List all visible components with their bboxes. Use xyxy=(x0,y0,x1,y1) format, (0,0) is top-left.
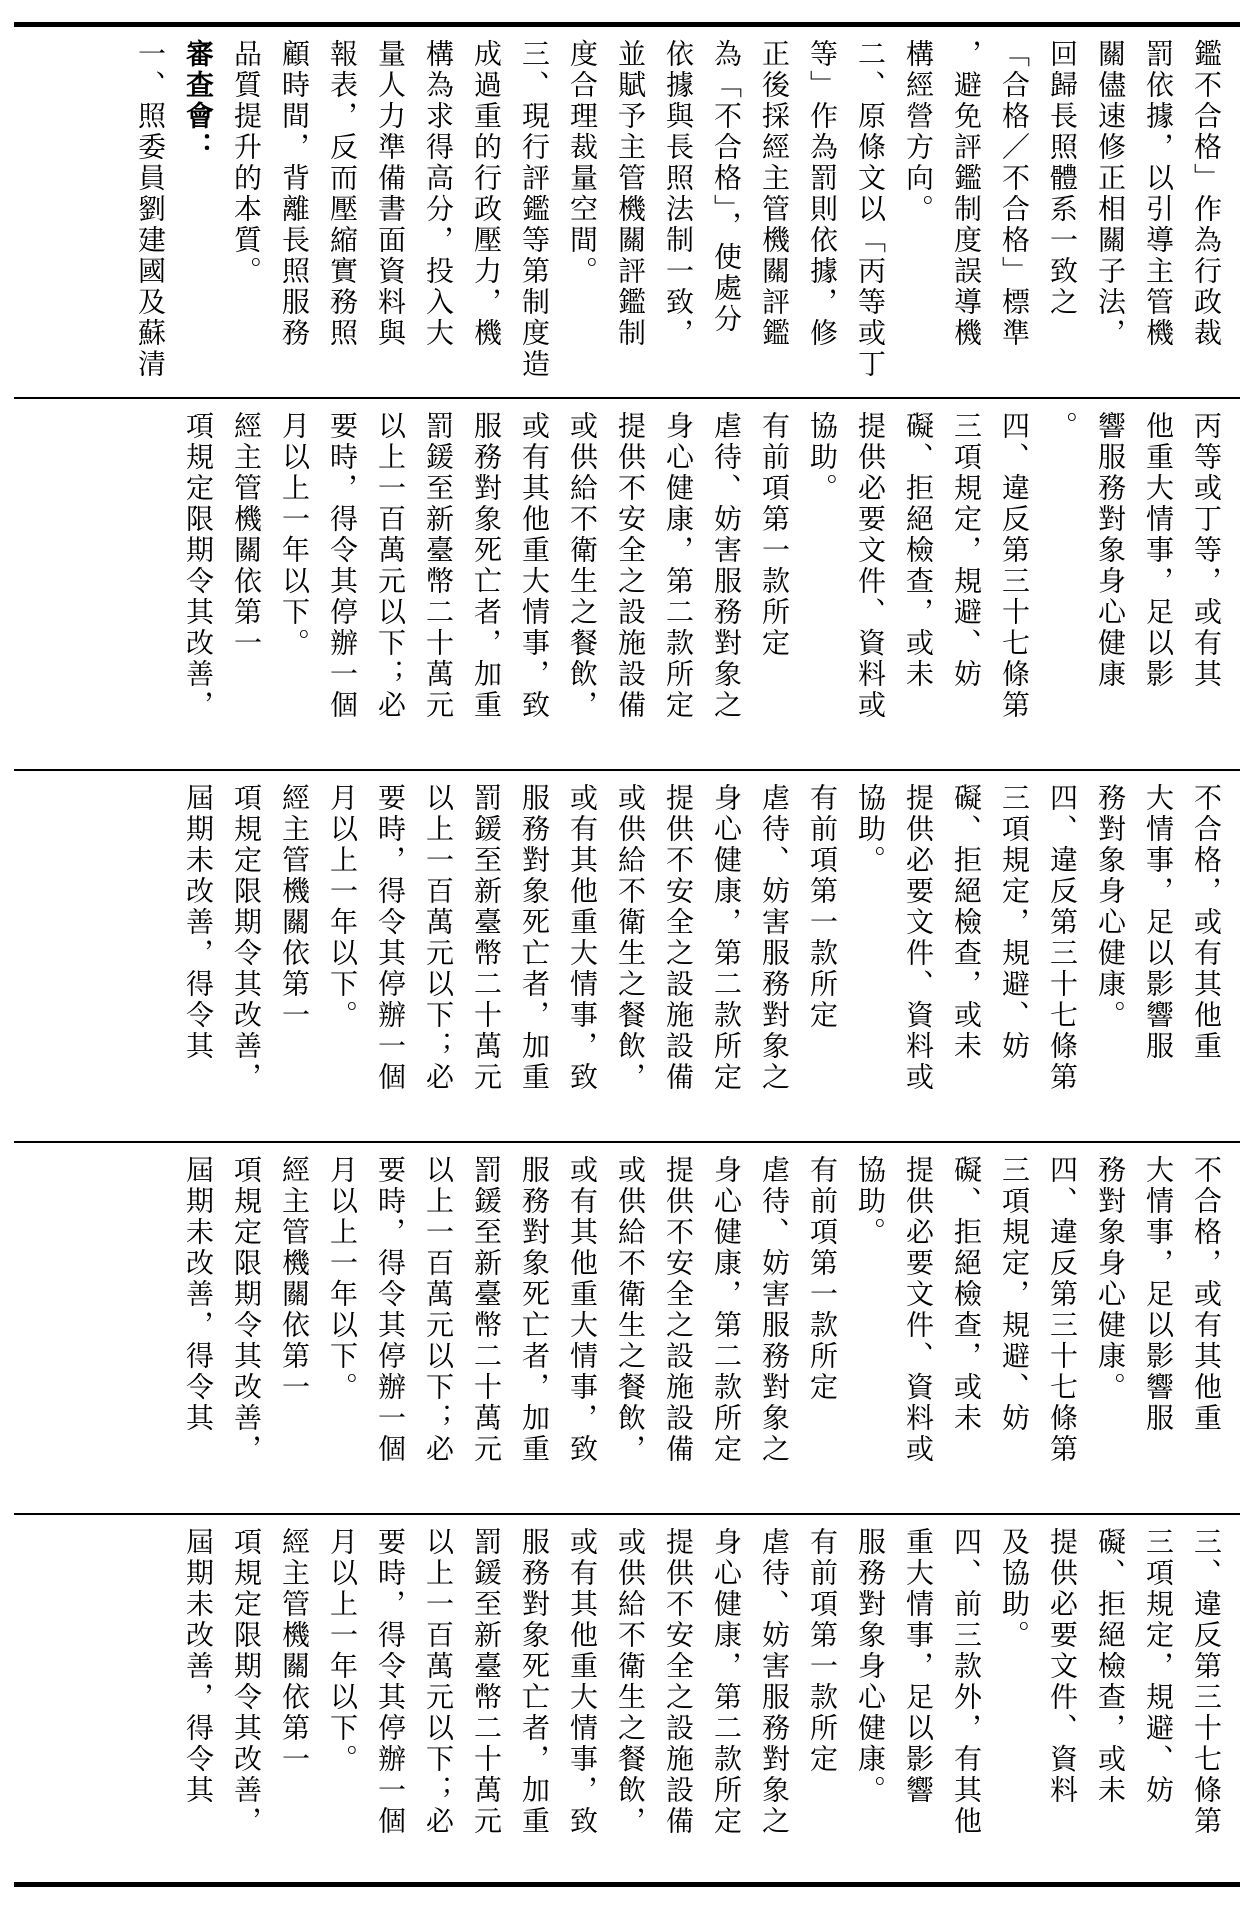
text-line: 屆期未改善，得令其 xyxy=(182,783,215,1062)
text-line: 月以上一年以下。 xyxy=(278,411,311,659)
text-line: 項規定限期令其改善， xyxy=(230,1527,263,1837)
text-line: 服務對象死亡者，加重 xyxy=(518,783,551,1093)
text-line: 三項規定，規避、妨 xyxy=(998,783,1031,1062)
text-line: 提供必要文件、資料或 xyxy=(902,783,935,1093)
column-block-5 xyxy=(14,1515,1240,1881)
text-line: 有前項第一款所定 xyxy=(806,783,839,1031)
text-line: 要時，得令其停辦一個 xyxy=(374,1527,407,1837)
text-line: 服務對象死亡者，加重 xyxy=(518,1155,551,1465)
text-line: 四、違反第三十七條第 xyxy=(1046,783,1079,1093)
text-line: 身心健康，第二款所定 xyxy=(662,411,695,721)
text-line: 項規定限期令其改善， xyxy=(230,783,263,1093)
text-line: 協助。 xyxy=(854,783,887,876)
text-line: 鑑不合格」作為行政裁 xyxy=(1190,39,1223,349)
text-line: 三項規定，規避、妨 xyxy=(998,1155,1031,1434)
text-line: 。 xyxy=(1046,411,1079,442)
text-line: 不合格，或有其他重 xyxy=(1190,1155,1223,1434)
text-line: 協助。 xyxy=(854,1155,887,1248)
text-line: 身心健康，第二款所定 xyxy=(710,1527,743,1837)
text-line: 服務對象死亡者，加重 xyxy=(518,1527,551,1837)
text-line: 罰鍰至新臺幣二十萬元 xyxy=(470,1155,503,1465)
text-line: 虐待、妨害服務對象之 xyxy=(758,783,791,1093)
text-line: 顧時間，背離長照服務 xyxy=(278,39,311,349)
text-line: 提供不安全之設施設備 xyxy=(662,1155,695,1465)
text-line: 經主管機關依第一 xyxy=(278,783,311,1031)
text-line: 關儘速修正相關子法， xyxy=(1094,39,1127,349)
text-line: 要時，得令其停辦一個 xyxy=(374,1155,407,1465)
text-line: 罰鍰至新臺幣二十萬元 xyxy=(470,1527,503,1837)
text-line: 或有其他重大情事，致 xyxy=(566,1527,599,1837)
text-line: 要時，得令其停辦一個 xyxy=(326,411,359,721)
text-line: 二、原條文以「丙等或丁 xyxy=(854,39,887,380)
text-line: 提供必要文件、資料或 xyxy=(854,411,887,721)
column-text-5 xyxy=(174,1515,1230,1881)
text-line: 三項規定，規避、妨 xyxy=(1142,1527,1175,1806)
text-line: 罰鍰至新臺幣二十萬元 xyxy=(422,411,455,721)
text-line: 以上一百萬元以下；必 xyxy=(422,783,455,1093)
text-line: 有前項第一款所定 xyxy=(806,1155,839,1403)
text-line: 經主管機關依第一 xyxy=(278,1527,311,1775)
text-line: 他重大情事，足以影 xyxy=(1142,411,1175,690)
text-line: 及協助。 xyxy=(998,1527,1031,1651)
text-line: 虐待、妨害服務對象之 xyxy=(758,1155,791,1465)
text-line: 或供給不衛生之餐飲， xyxy=(614,783,647,1093)
text-line: 以上一百萬元以下；必 xyxy=(374,411,407,721)
text-line: 等」作為罰則依據，修 xyxy=(806,39,839,349)
text-line: 三項規定，規避、妨 xyxy=(950,411,983,690)
text-line: 正後採經主管機關評鑑 xyxy=(758,39,791,349)
text-line: 服務對象身心健康。 xyxy=(854,1527,887,1806)
text-line: 或供給不衛生之餐飲， xyxy=(614,1155,647,1465)
text-line: 報表，反而壓縮實務照 xyxy=(326,39,359,349)
text-line: 虐待、妨害服務對象之 xyxy=(758,1527,791,1837)
text-line: 月以上一年以下。 xyxy=(326,1155,359,1403)
text-line: 以上一百萬元以下；必 xyxy=(422,1155,455,1465)
text-line: 量人力準備書面資料與 xyxy=(374,39,407,349)
bottom-rule xyxy=(14,1882,1240,1887)
text-line: 以上一百萬元以下；必 xyxy=(422,1527,455,1837)
text-line: 或有其他重大情事，致 xyxy=(518,411,551,721)
text-line: 審查會： xyxy=(182,39,215,163)
text-line: 或供給不衛生之餐飲， xyxy=(614,1527,647,1837)
column-block-1 xyxy=(14,27,1240,397)
text-line: 提供必要文件、資料或 xyxy=(902,1155,935,1465)
column-block-3 xyxy=(14,771,1240,1141)
text-line: 經主管機關依第一 xyxy=(230,411,263,659)
text-line: 品質提升的本質。 xyxy=(230,39,263,287)
text-line: 有前項第一款所定 xyxy=(806,1527,839,1775)
text-line: 「合格／不合格」標準 xyxy=(998,39,1031,349)
text-line: 提供不安全之設施設備 xyxy=(614,411,647,721)
text-line: ，避免評鑑制度誤導機 xyxy=(950,39,983,349)
text-line: 三、現行評鑑等第制度造 xyxy=(518,39,551,380)
text-line: 為「不合格」，使處分 xyxy=(710,39,743,335)
text-line: 月以上一年以下。 xyxy=(326,783,359,1031)
text-line: 礙、拒絕檢查，或未 xyxy=(1094,1527,1127,1806)
text-line: 礙、拒絕檢查，或未 xyxy=(902,411,935,690)
text-line: 提供不安全之設施設備 xyxy=(662,1527,695,1837)
text-line: 屆期未改善，得令其 xyxy=(182,1527,215,1806)
text-line: 響服務對象身心健康 xyxy=(1094,411,1127,690)
text-line: 不合格，或有其他重 xyxy=(1190,783,1223,1062)
text-line: 重大情事，足以影響 xyxy=(902,1527,935,1806)
text-line: 有前項第一款所定 xyxy=(758,411,791,659)
text-line: 提供必要文件、資料 xyxy=(1046,1527,1079,1806)
text-line: 四、違反第三十七條第 xyxy=(998,411,1031,721)
text-line: 成過重的行政壓力，機 xyxy=(470,39,503,349)
text-line: 三、違反第三十七條第 xyxy=(1190,1527,1223,1837)
text-line: 項規定限期令其改善， xyxy=(182,411,215,721)
column-text-4 xyxy=(174,1143,1230,1513)
text-line: 提供不安全之設施設備 xyxy=(662,783,695,1093)
text-line: 礙、拒絕檢查，或未 xyxy=(950,1155,983,1434)
text-line: 大情事，足以影響服 xyxy=(1142,783,1175,1062)
text-line: 並賦予主管機關評鑑制 xyxy=(614,39,647,349)
column-text-1 xyxy=(126,27,1230,397)
text-line: 協助。 xyxy=(806,411,839,504)
text-line: 屆期未改善，得令其 xyxy=(182,1155,215,1434)
column-block-2 xyxy=(14,399,1240,769)
column-text-3 xyxy=(174,771,1230,1141)
text-line: 度合理裁量空間。 xyxy=(566,39,599,287)
text-line: 月以上一年以下。 xyxy=(326,1527,359,1775)
text-line: 身心健康，第二款所定 xyxy=(710,783,743,1093)
text-line: 依據與長照法制一致， xyxy=(662,39,695,349)
text-line: 罰鍰至新臺幣二十萬元 xyxy=(470,783,503,1093)
column-text-2 xyxy=(174,399,1230,769)
column-block-4 xyxy=(14,1143,1240,1513)
text-line: 回歸長照體系一致之 xyxy=(1046,39,1079,318)
text-line: 務對象身心健康。 xyxy=(1094,1155,1127,1403)
text-line: 身心健康，第二款所定 xyxy=(710,1155,743,1465)
text-line: 大情事，足以影響服 xyxy=(1142,1155,1175,1434)
text-line: 四、違反第三十七條第 xyxy=(1046,1155,1079,1465)
text-line: 構經營方向。 xyxy=(902,39,935,225)
text-line: 丙等或丁等，或有其 xyxy=(1190,411,1223,690)
text-line: 經主管機關依第一 xyxy=(278,1155,311,1403)
text-line: 一、照委員劉建國及蘇清 xyxy=(134,39,167,380)
text-line: 務對象身心健康。 xyxy=(1094,783,1127,1031)
text-line: 或有其他重大情事，致 xyxy=(566,783,599,1093)
text-line: 罰依據，以引導主管機 xyxy=(1142,39,1175,349)
text-line: 服務對象死亡者，加重 xyxy=(470,411,503,721)
text-line: 四、前三款外，有其他 xyxy=(950,1527,983,1837)
text-line: 要時，得令其停辦一個 xyxy=(374,783,407,1093)
text-line: 或供給不衛生之餐飲， xyxy=(566,411,599,721)
text-line: 礙、拒絕檢查，或未 xyxy=(950,783,983,1062)
text-line: 虐待、妨害服務對象之 xyxy=(710,411,743,721)
text-line: 或有其他重大情事，致 xyxy=(566,1155,599,1465)
text-line: 構為求得高分，投入大 xyxy=(422,39,455,349)
text-line: 項規定限期令其改善， xyxy=(230,1155,263,1465)
